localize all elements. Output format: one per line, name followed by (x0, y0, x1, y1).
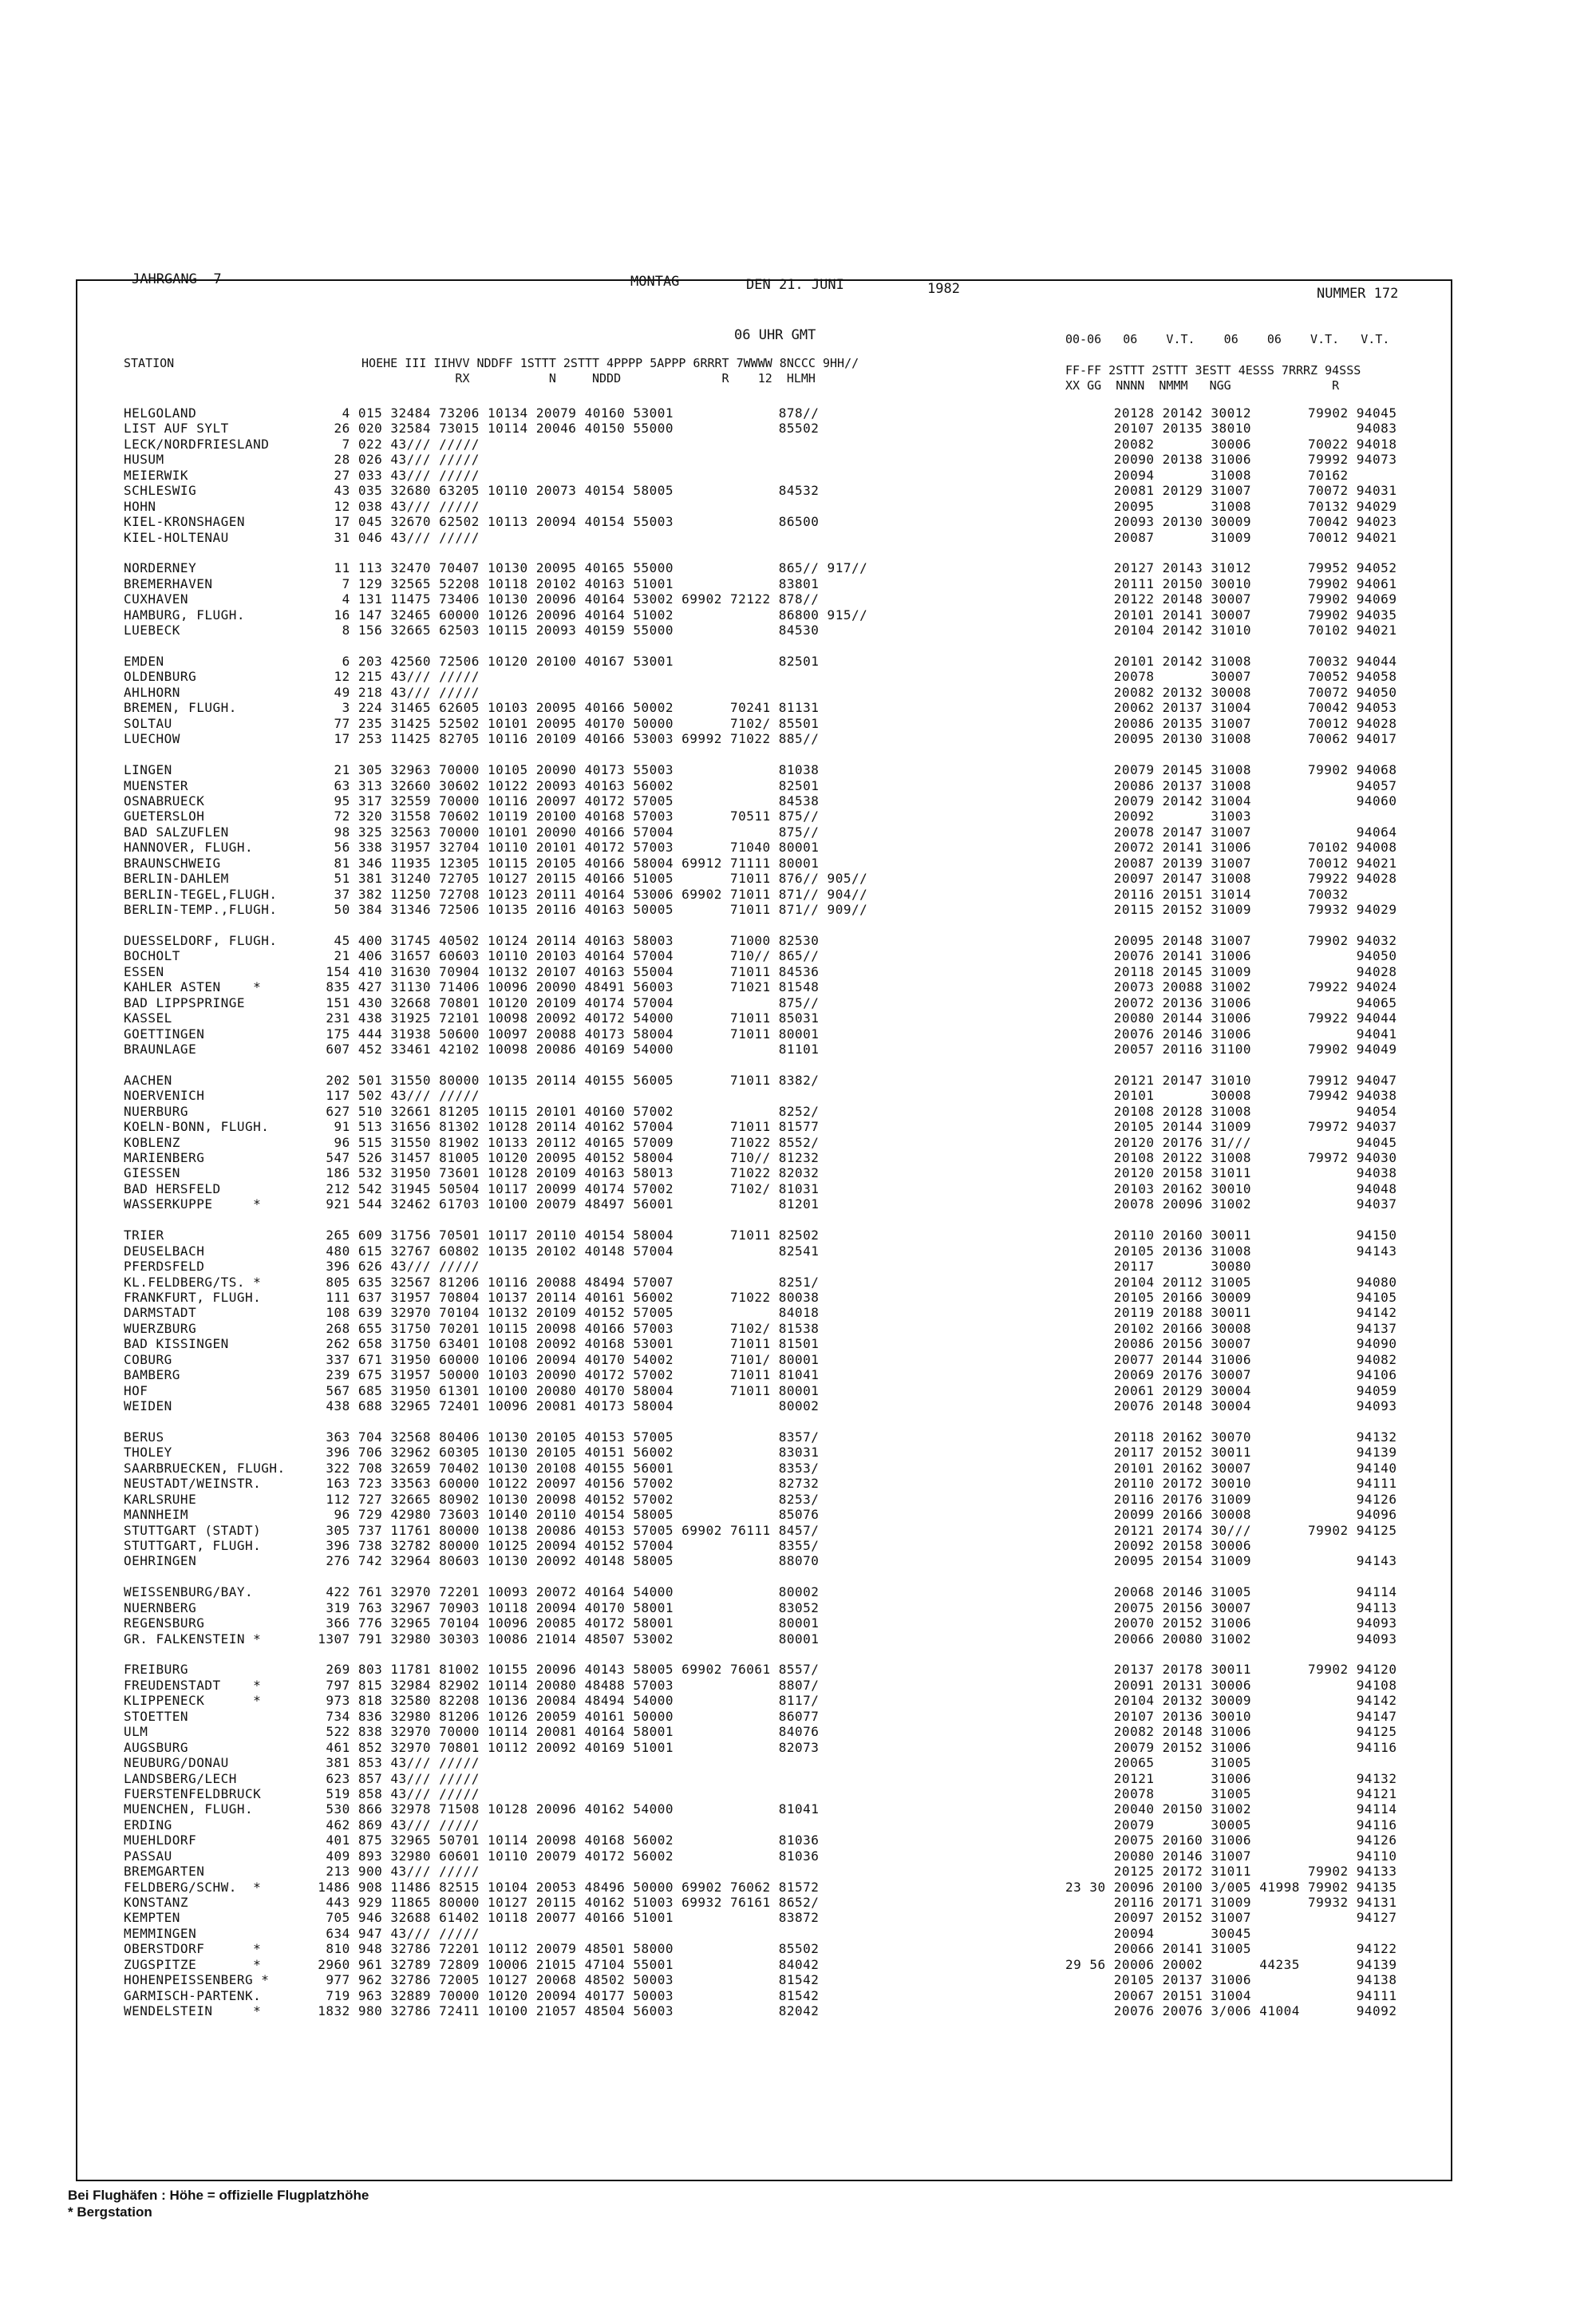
station-row: SAARBRUECKEN, FLUGH. 322 708 32659 70402 10130 20108 40155 56001 8353/ (124, 1460, 820, 1476)
observation-table (124, 405, 1045, 2161)
climate-row: 20078 30007 70052 94058 (1065, 669, 1397, 685)
climate-row: 20101 30008 79942 94038 (1065, 1088, 1397, 1104)
station-row: FELDBERG/SCHW. * 1486 908 11486 82515 10104 20053 48496 50000 69902 76062 81572 (124, 1879, 820, 1895)
station-row: TRIER 265 609 31756 70501 10117 20110 40154 58004 71011 82502 (124, 1228, 820, 1243)
station-row: BAD LIPPSPRINGE 151 430 32668 70801 10120 20109 40174 57004 875// (124, 994, 820, 1010)
station-row: FREUDENSTADT * 797 815 32984 82902 10114 20080 48488 57003 8807/ (124, 1677, 820, 1693)
climate-row: 20094 30045 (1065, 1925, 1252, 1941)
station-row: SCHLESWIG 43 035 32680 63205 10110 20073 40154 58005 84532 (124, 483, 820, 499)
station-row: KONSTANZ 443 929 11865 80000 10127 20115 40162 51003 69932 76161 8652/ (124, 1895, 820, 1910)
station-row: BAD HERSFELD 212 542 31945 50504 10117 20099 40174 57002 7102/ 81031 (124, 1180, 820, 1196)
climate-row: 20119 20188 30011 94142 (1065, 1305, 1397, 1321)
climate-row: 20075 20160 31006 94126 (1065, 1832, 1397, 1848)
climate-row (1065, 1569, 1448, 1584)
climate-row: 20062 20137 31004 70042 94053 (1065, 700, 1397, 716)
station-row: LIST AUF SYLT 26 020 32584 73015 10114 20046 40150 55000 85502 (124, 421, 820, 437)
climate-row: 20108 20128 31008 94054 (1065, 1103, 1397, 1119)
climate-row: 20072 20141 31006 70102 94008 (1065, 840, 1397, 856)
station-row: HOHENPEISSENBERG * 977 962 32786 72005 10127 20068 48502 50003 81542 (124, 1972, 820, 1988)
climate-row: 20092 31003 (1065, 808, 1252, 824)
climate-row: 20068 20146 31005 94114 (1065, 1584, 1397, 1600)
climate-row: 20122 20148 30007 79902 94069 (1065, 591, 1397, 607)
climate-row: 20072 20136 31006 94065 (1065, 994, 1397, 1010)
station-row: GOETTINGEN 175 444 31938 50600 10097 20088 40173 58004 71011 80001 (124, 1026, 820, 1042)
station-row: MEMMINGEN 634 947 43/// ///// (124, 1925, 480, 1941)
station-row: KIEL-HOLTENAU 31 046 43/// ///// (124, 529, 480, 545)
station-row: COBURG 337 671 31950 60000 10106 20094 40170 54002 7101/ 80001 (124, 1351, 820, 1367)
station-row: AACHEN 202 501 31550 80000 10135 20114 40155 56005 71011 8382/ (124, 1072, 820, 1088)
station-row: STUTTGART, FLUGH. 396 738 32782 80000 10125 20094 40152 57004 8355/ (124, 1537, 820, 1553)
climate-row: 20061 20129 30004 94059 (1065, 1382, 1397, 1398)
climate-row: 20066 20141 31005 94122 (1065, 1941, 1397, 1957)
station-row: FREIBURG 269 803 11781 81002 10155 20096 40143 58005 69902 76061 8557/ (124, 1662, 820, 1678)
climate-row: 29 56 20006 20002 44235 94139 (1065, 1956, 1397, 1972)
date-label: DEN 21. JUNI (746, 277, 844, 293)
station-row: MUENSTER 63 313 32660 30602 10122 20093 40163 56002 82501 (124, 777, 820, 793)
station-row: HAMBURG, FLUGH. 16 147 32465 60000 10126 20096 40164 51002 86800 915// (124, 607, 868, 623)
station-row (124, 917, 1045, 932)
obs-time-label: 06 UHR GMT (734, 327, 816, 343)
climate-row: 20082 20148 31006 94125 (1065, 1724, 1397, 1740)
station-row: BERLIN-DAHLEM 51 381 31240 72705 10127 20115 40166 51005 71011 876// 905// (124, 871, 868, 887)
station-row: STUTTGART (STADT) 305 737 11761 80000 10138 20086 40153 57005 69902 76111 8457/ (124, 1522, 820, 1538)
station-row: DEUSELBACH 480 615 32767 60802 10135 20102 40148 57004 82541 (124, 1243, 820, 1259)
obs-header-line-2: RX N NDDD R 12 HLMH (124, 371, 816, 385)
station-row: OSNABRUECK 95 317 32559 70000 10116 20097 40172 57005 84538 (124, 793, 820, 808)
climate-row: 20104 20132 30009 94142 (1065, 1693, 1397, 1709)
climate-row: 20086 20137 31008 94057 (1065, 777, 1397, 793)
station-row: NEUSTADT/WEINSTR. 163 723 33563 60000 10122 20097 40156 57002 82732 (124, 1476, 820, 1492)
climate-row: 20076 20148 30004 94093 (1065, 1398, 1397, 1413)
station-row: ULM 522 838 32970 70000 10114 20081 40164 58001 84076 (124, 1724, 820, 1740)
climate-column-header (1065, 363, 1361, 393)
climate-row (1065, 638, 1448, 654)
climate-row: 20057 20116 31100 79902 94049 (1065, 1041, 1397, 1057)
station-row (124, 1569, 1045, 1584)
station-row: LUEBECK 8 156 32665 62503 10115 20093 40159 55000 84530 (124, 623, 820, 638)
station-row: KASSEL 231 438 31925 72101 10098 20092 40172 54000 71011 85031 (124, 1010, 820, 1026)
climate-row: 20076 20076 3/006 41004 94092 (1065, 2003, 1397, 2019)
climate-row: 20079 20145 31008 79902 94068 (1065, 762, 1397, 778)
climate-row: 20087 31009 70012 94021 (1065, 529, 1397, 545)
station-row: BOCHOLT 21 406 31657 60603 10110 20103 40164 57004 710// 865// (124, 948, 820, 964)
station-row: BRAUNSCHWEIG 81 346 11935 12305 10115 20105 40166 58004 69912 71111 80001 (124, 855, 820, 871)
station-row: OBERSTDORF * 810 948 32786 72201 10112 20079 48501 58000 85502 (124, 1941, 820, 1957)
climate-row: 20120 20158 31011 94038 (1065, 1165, 1397, 1181)
jahrgang-label: JAHRGANG 7 (132, 271, 222, 287)
station-row: BREMEN, FLUGH. 3 224 31465 62605 10103 20095 40166 50002 70241 81131 (124, 700, 820, 716)
station-row: DARMSTADT 108 639 32970 70104 10132 20109 40152 57005 84018 (124, 1305, 820, 1321)
climate-row: 20105 20144 31009 79972 94037 (1065, 1119, 1397, 1135)
climate-row: 20078 20147 31007 94064 (1065, 824, 1397, 840)
climate-row: 20103 20162 30010 94048 (1065, 1180, 1397, 1196)
climate-row: 20116 20176 31009 94126 (1065, 1491, 1397, 1507)
climate-row: 20094 31008 70162 (1065, 467, 1349, 483)
climate-row: 20127 20143 31012 79952 94052 (1065, 560, 1397, 576)
station-row: REGENSBURG 366 776 32965 70104 10096 20085 40172 58001 80001 (124, 1615, 820, 1631)
station-row: WEISSENBURG/BAY. 422 761 32970 72201 10093 20072 40164 54000 80002 (124, 1584, 820, 1600)
climate-row: 20116 20151 31014 70032 (1065, 886, 1349, 902)
station-row: KEMPTEN 705 946 32688 61402 10118 20077 40166 51001 83872 (124, 1910, 820, 1926)
climate-row: 20077 20144 31006 94082 (1065, 1351, 1397, 1367)
climate-row (1065, 747, 1448, 762)
footnote-mountain-station: * Bergstation (68, 2204, 152, 2220)
station-row (124, 1413, 1045, 1429)
station-row: GUETERSLOH 72 320 31558 70602 10119 20100 40168 57003 70511 875// (124, 808, 820, 824)
station-row: KLIPPENECK * 973 818 32580 82208 10136 20084 48494 54000 8117/ (124, 1693, 820, 1709)
climate-row: 20108 20122 31008 79972 94030 (1065, 1150, 1397, 1165)
weekday-label: MONTAG (630, 274, 680, 290)
station-row: LINGEN 21 305 32963 70000 10105 20090 40173 55003 81038 (124, 762, 820, 778)
climate-row: 20073 20088 31002 79922 94024 (1065, 979, 1397, 995)
climate-row: 20093 20130 30009 70042 94023 (1065, 514, 1397, 530)
climate-row: 20101 20141 30007 79902 94035 (1065, 607, 1397, 623)
climate-row: 20137 20178 30011 79902 94120 (1065, 1662, 1397, 1678)
station-row: KOBLENZ 96 515 31550 81902 10133 20112 40165 57009 71022 8552/ (124, 1134, 820, 1150)
observation-column-header (124, 356, 859, 386)
climate-row (1065, 1212, 1448, 1228)
station-row: EMDEN 6 203 42560 72506 10120 20100 40167 53001 82501 (124, 654, 820, 669)
climate-row: 20121 20174 30/// 79902 94125 (1065, 1522, 1397, 1538)
climate-row: 20105 20137 31006 94138 (1065, 1972, 1397, 1988)
station-row: LANDSBERG/LECH 623 857 43/// ///// (124, 1770, 480, 1786)
climate-row: 20121 20147 31010 79912 94047 (1065, 1072, 1397, 1088)
station-row: SOLTAU 77 235 31425 52502 10101 20095 40170 50000 7102/ 85501 (124, 715, 820, 731)
climate-row (1065, 1647, 1448, 1662)
station-row: LUECHOW 17 253 11425 82705 10116 20109 40166 53003 69992 71022 885// (124, 731, 820, 747)
station-row: HANNOVER, FLUGH. 56 338 31957 32704 10110 20101 40172 57003 71040 80001 (124, 840, 820, 856)
station-row: GIESSEN 186 532 31950 73601 10128 20109 40163 58013 71022 82032 (124, 1165, 820, 1181)
station-row: THOLEY 396 706 32962 60305 10130 20105 40151 56002 83031 (124, 1445, 820, 1461)
climate-row: 20080 20144 31006 79922 94044 (1065, 1010, 1397, 1026)
station-row: MUENCHEN, FLUGH. 530 866 32978 71508 10128 20096 40162 54000 81041 (124, 1801, 820, 1817)
station-row: OEHRINGEN 276 742 32964 80603 10130 20092 40148 58005 88070 (124, 1553, 820, 1569)
climate-row: 20066 20080 31002 94093 (1065, 1631, 1397, 1647)
station-row: BERLIN-TEGEL,FLUGH. 37 382 11250 72708 10123 20111 40164 53006 69902 71011 871// 904// (124, 886, 868, 902)
climate-row: 20105 20166 30009 94105 (1065, 1289, 1397, 1305)
climate-row: 20115 20152 31009 79932 94029 (1065, 902, 1397, 917)
station-row: BREMERHAVEN 7 129 32565 52208 10118 20102 40163 51001 83801 (124, 575, 820, 591)
station-row: NOERVENICH 117 502 43/// ///// (124, 1088, 480, 1104)
climate-row: 20125 20172 31011 79902 94133 (1065, 1864, 1397, 1880)
footnote-airports: Bei Flughäfen : Höhe = offizielle Flugplatzhöhe (68, 2188, 369, 2203)
climate-row: 20070 20152 31006 94093 (1065, 1615, 1397, 1631)
station-row: MEIERWIK 27 033 43/// ///// (124, 467, 480, 483)
climate-row: 20090 20138 31006 79992 94073 (1065, 452, 1397, 468)
climate-row: 20079 20142 31004 94060 (1065, 793, 1397, 808)
climate-row: 20067 20151 31004 94111 (1065, 1987, 1397, 2003)
station-row: MARIENBERG 547 526 31457 81005 10120 20095 40152 58004 710// 81232 (124, 1150, 820, 1165)
clim-period-header: 00-06 06 V.T. 06 06 V.T. V.T. (1065, 332, 1390, 346)
station-row: BERUS 363 704 32568 80406 10130 20105 40153 57005 8357/ (124, 1429, 820, 1445)
station-row: WEIDEN 438 688 32965 72401 10096 20081 40173 58004 80002 (124, 1398, 820, 1413)
climate-row (1065, 545, 1448, 560)
station-row: ZUGSPITZE * 2960 961 32789 72809 10006 21015 47104 55001 84042 (124, 1956, 820, 1972)
issue-number: NUMMER 172 (1317, 286, 1399, 302)
station-row: BAD KISSINGEN 262 658 31750 63401 10108 20092 40168 53001 71011 81501 (124, 1336, 820, 1352)
obs-header-line-1: STATION HOEHE III IIHVV NDDFF 1STTT 2STTT 4PPPP 5APPP 6RRRT 7WWWW 8NCCC 9HH// (124, 356, 859, 370)
station-row: BERLIN-TEMP.,FLUGH. 50 384 31346 72506 10135 20116 40163 50005 71011 871// 909// (124, 902, 868, 917)
climate-row: 20110 20160 30011 94150 (1065, 1228, 1397, 1243)
station-row: PASSAU 409 893 32980 60601 10110 20079 40172 56002 81036 (124, 1848, 820, 1864)
climate-row: 20086 20135 31007 70012 94028 (1065, 715, 1397, 731)
climate-row: 20107 20136 30010 94147 (1065, 1708, 1397, 1724)
climate-row (1065, 1413, 1448, 1429)
station-row: STOETTEN 734 836 32980 81206 10126 20059 40161 50000 86077 (124, 1708, 820, 1724)
station-row (124, 1647, 1045, 1662)
climate-row: 20117 20152 30011 94139 (1065, 1445, 1397, 1461)
climate-row: 20104 20112 31005 94080 (1065, 1274, 1397, 1290)
station-row: AUGSBURG 461 852 32970 70801 10112 20092 40169 51001 82073 (124, 1739, 820, 1755)
station-row: NUERNBERG 319 763 32967 70903 10118 20094 40170 58001 83052 (124, 1599, 820, 1615)
climate-row: 20095 20154 31009 94143 (1065, 1553, 1397, 1569)
climate-row: 20082 20132 30008 70072 94050 (1065, 684, 1397, 700)
station-row (124, 1057, 1045, 1072)
climate-row: 20079 20152 31006 94116 (1065, 1739, 1397, 1755)
climate-row: 20105 20136 31008 94143 (1065, 1243, 1397, 1259)
station-row: GR. FALKENSTEIN * 1307 791 32980 30303 10086 21014 48507 53002 80001 (124, 1631, 820, 1647)
station-row: KAHLER ASTEN * 835 427 31130 71406 10096 20090 48491 56003 71021 81548 (124, 979, 820, 995)
climate-row: 20116 20171 31009 79932 94131 (1065, 1895, 1397, 1910)
climate-row: 20095 31008 70132 94029 (1065, 498, 1397, 514)
climate-row: 20118 20162 30070 94132 (1065, 1429, 1397, 1445)
climate-row: 20065 31005 (1065, 1755, 1252, 1771)
climate-row: 20076 20146 31006 94041 (1065, 1026, 1397, 1042)
station-row: MUEHLDORF 401 875 32965 50701 10114 20098 40168 56002 81036 (124, 1832, 820, 1848)
climate-row: 20128 20142 30012 79902 94045 (1065, 405, 1397, 421)
station-row: BAD SALZUFLEN 98 325 32563 70000 10101 20090 40166 57004 875// (124, 824, 820, 840)
station-row: WUERZBURG 268 655 31750 70201 10115 20098 40166 57003 7102/ 81538 (124, 1320, 820, 1336)
station-row: AHLHORN 49 218 43/// ///// (124, 684, 480, 700)
station-row: KOELN-BONN, FLUGH. 91 513 31656 81302 10128 20114 40162 57004 71011 81577 (124, 1119, 820, 1135)
climate-row: 20080 20146 31007 94110 (1065, 1848, 1397, 1864)
climate-row: 20078 20096 31002 94037 (1065, 1196, 1397, 1212)
climate-row: 20101 20142 31008 70032 94044 (1065, 654, 1397, 669)
climate-row: 20082 30006 70022 94018 (1065, 436, 1397, 452)
station-row: KARLSRUHE 112 727 32665 80902 10130 20098 40152 57002 8253/ (124, 1491, 820, 1507)
station-row: FRANKFURT, FLUGH. 111 637 31957 70804 10137 20114 40161 56002 71022 80038 (124, 1289, 820, 1305)
climate-row: 20120 20176 31/// 94045 (1065, 1134, 1397, 1150)
climate-row: 20087 20139 31007 70012 94021 (1065, 855, 1397, 871)
climate-row: 20069 20176 30007 94106 (1065, 1367, 1397, 1383)
station-row: KL.FELDBERG/TS. * 805 635 32567 81206 10116 20088 48494 57007 8251/ (124, 1274, 820, 1290)
climate-row: 20092 20158 30006 (1065, 1537, 1252, 1553)
year-label: 1982 (927, 281, 960, 297)
climate-row: 20091 20131 30006 94108 (1065, 1677, 1397, 1693)
station-row (124, 638, 1045, 654)
station-row: WASSERKUPPE * 921 544 32462 61703 10100 20079 48497 56001 81201 (124, 1196, 820, 1212)
climate-row: 20101 20162 30007 94140 (1065, 1460, 1397, 1476)
climate-row: 20102 20166 30008 94137 (1065, 1320, 1397, 1336)
station-row: HOF 567 685 31950 61301 10100 20080 40170 58004 71011 80001 (124, 1382, 820, 1398)
climate-row: 20040 20150 31002 94114 (1065, 1801, 1397, 1817)
climate-row: 20081 20129 31007 70072 94031 (1065, 483, 1397, 499)
station-row: NEUBURG/DONAU 381 853 43/// ///// (124, 1755, 480, 1771)
station-row: KIEL-KRONSHAGEN 17 045 32670 62502 10113 20094 40154 55003 86500 (124, 514, 820, 530)
station-row: GARMISCH-PARTENK. 719 963 32889 70000 10120 20094 40177 50003 81542 (124, 1987, 820, 2003)
clim-header-line-1: FF-FF 2STTT 2STTT 3ESTT 4ESSS 7RRRZ 94SSS (1065, 363, 1361, 378)
climate-row: 20086 20156 30007 94090 (1065, 1336, 1397, 1352)
climate-row: 20075 20156 30007 94113 (1065, 1599, 1397, 1615)
clim-header-line-2: XX GG NNNN NMMM NGG R (1065, 378, 1340, 393)
station-row (124, 1212, 1045, 1228)
climate-row: 20095 20148 31007 79902 94032 (1065, 932, 1397, 948)
climate-row: 20107 20135 38010 94083 (1065, 421, 1397, 437)
station-row: ERDING 462 869 43/// ///// (124, 1817, 480, 1832)
station-row (124, 545, 1045, 560)
station-row: BREMGARTEN 213 900 43/// ///// (124, 1864, 480, 1880)
climate-row: 20110 20172 30010 94111 (1065, 1476, 1397, 1492)
station-row: BRAUNLAGE 607 452 33461 42102 10098 20086 40169 54000 81101 (124, 1041, 820, 1057)
climate-row: 20076 20141 31006 94050 (1065, 948, 1397, 964)
climate-row: 20078 31005 94121 (1065, 1785, 1397, 1801)
station-row: HUSUM 28 026 43/// ///// (124, 452, 480, 468)
climate-row: 23 30 20096 20100 3/005 41998 79902 94135 (1065, 1879, 1397, 1895)
station-row: DUESSELDORF, FLUGH. 45 400 31745 40502 10124 20114 40163 58003 71000 82530 (124, 932, 820, 948)
climate-row: 20111 20150 30010 79902 94061 (1065, 575, 1397, 591)
station-row: NORDERNEY 11 113 32470 70407 10130 20095 40165 55000 865// 917// (124, 560, 868, 576)
station-row: FUERSTENFELDBRUCK 519 858 43/// ///// (124, 1785, 480, 1801)
station-row: LECK/NORDFRIESLAND 7 022 43/// ///// (124, 436, 480, 452)
station-row: HOHN 12 038 43/// ///// (124, 498, 480, 514)
station-row: NUERBURG 627 510 32661 81205 10115 20101 40160 57002 8252/ (124, 1103, 820, 1119)
station-row: OLDENBURG 12 215 43/// ///// (124, 669, 480, 685)
station-row: MANNHEIM 96 729 42980 73603 10140 20110 40154 58005 85076 (124, 1507, 820, 1523)
climate-row: 20104 20142 31010 70102 94021 (1065, 623, 1397, 638)
station-row: CUXHAVEN 4 131 11475 73406 10130 20096 40164 53002 69902 72122 878// (124, 591, 820, 607)
climate-row: 20121 31006 94132 (1065, 1770, 1397, 1786)
climate-row (1065, 917, 1448, 932)
station-row: WENDELSTEIN * 1832 980 32786 72411 10100 21057 48504 56003 82042 (124, 2003, 820, 2019)
station-row: BAMBERG 239 675 31957 50000 10103 20090 40172 57002 71011 81041 (124, 1367, 820, 1383)
climate-row: 20099 20166 30008 94096 (1065, 1507, 1397, 1523)
climate-row: 20097 20147 31008 79922 94028 (1065, 871, 1397, 887)
station-row (124, 747, 1045, 762)
climate-row: 20117 30080 (1065, 1259, 1252, 1275)
climate-row: 20097 20152 31007 94127 (1065, 1910, 1397, 1926)
station-row: ESSEN 154 410 31630 70904 10132 20107 40163 55004 71011 84536 (124, 963, 820, 979)
climate-row: 20095 20130 31008 70062 94017 (1065, 731, 1397, 747)
station-row: HELGOLAND 4 015 32484 73206 10134 20079 40160 53001 878// (124, 405, 820, 421)
climate-row: 20079 30005 94116 (1065, 1817, 1397, 1832)
climate-row: 20118 20145 31009 94028 (1065, 963, 1397, 979)
climate-table (1065, 405, 1448, 2161)
station-row: PFERDSFELD 396 626 43/// ///// (124, 1259, 480, 1275)
climate-row (1065, 1057, 1448, 1072)
